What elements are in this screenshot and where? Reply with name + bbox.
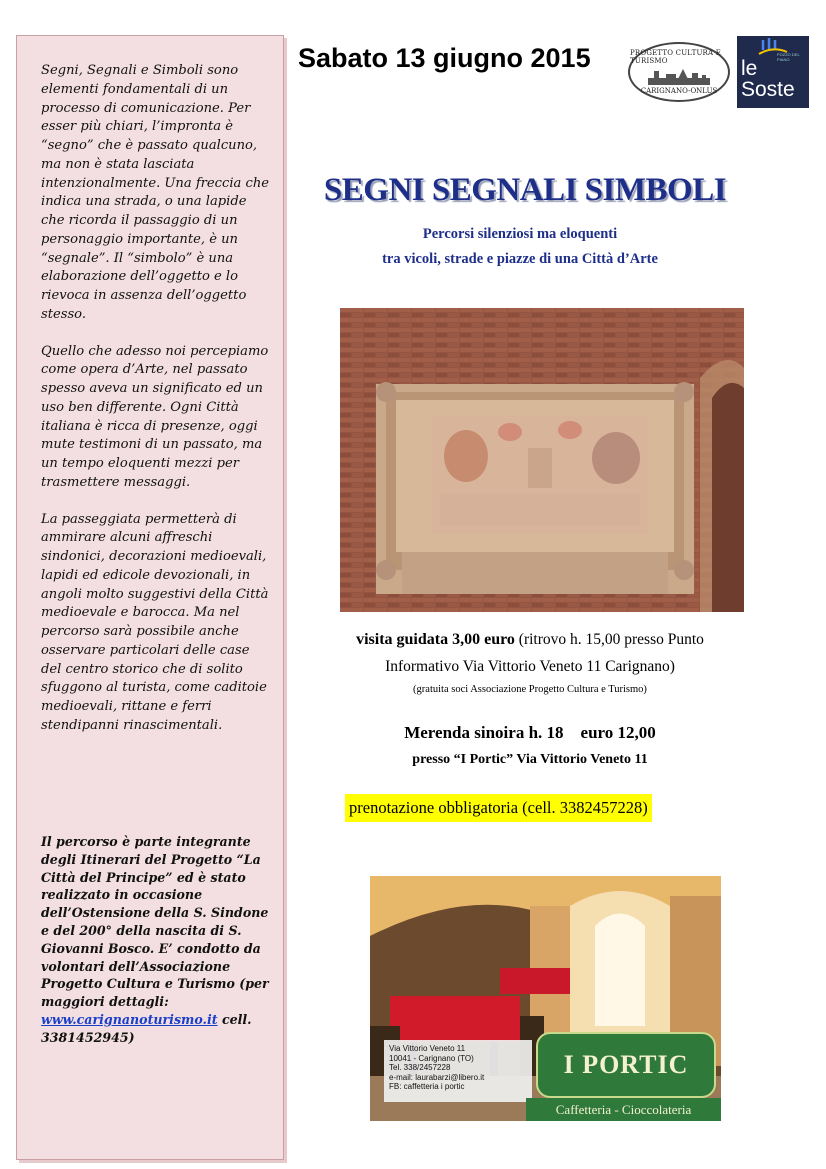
project-note-text: Il percorso è parte integrante degli Itinerari del Progetto “La Città del Principe” ed è stato realizzato in occasione dell’Ostensione della S. Sindone e del 200° della nascita di S. Giovanni Bosco. E’ condotto da volontari dell’Associazione Progetto Cultura e Turismo (per maggiori dettagli: [41,834,269,1010]
soste-small-text: POZZO DEL PIANO [777,52,800,62]
visit-info-line-2: Informativo Via Vittorio Veneto 11 Carignano) [385,658,675,675]
page-title: SEGNI SEGNALI SIMBOLI [323,172,727,208]
progetto-cultura-logo [628,42,730,102]
fresco-plaque-photo [340,308,744,612]
portic-name: I PORTIC [563,1050,689,1079]
soste-le: le [741,57,758,80]
i-portic-ad-photo [370,876,721,1121]
portic-address-2: 10041 - Carignano (TO) [389,1053,474,1063]
portic-address-1: Via Vittorio Veneto 11 [389,1044,466,1053]
soste-wordmark [741,58,805,100]
seal-top-text: PROGETTO CULTURA E TURISMO [630,49,722,65]
sidebar-paragraph-3: La passeggiata permetterà di ammirare alcuni affreschi sindonici, decorazioni medioevali, lapidi ed edicole devozionali, in angoli molto suggestivi della Città medioevale e barocca. Ma nel percorso sarà possibile anche osservare particolari delle case del centro storico che di solito sfuggono al turista, come caditoie medioevali, rittane e ferri stendipanni rinascimentali. [41,511,269,733]
le-soste-logo [737,36,809,108]
event-date: Sabato 13 giugno 2015 [298,43,591,73]
merenda-location: presso “I Portic” Via Vittorio Veneto 11 [412,752,648,767]
merenda-info: Merenda sinoira h. 18 euro 12,00 [404,723,656,742]
website-link[interactable]: www.carignanoturismo.it [41,1011,218,1027]
booking-highlight: prenotazione obbligatoria (cell. 3382457228) [345,794,652,822]
seal-bottom-text: CARIGNANO-ONLUS [640,87,718,95]
visit-meeting: (ritrovo h. 15,00 presso Punto [514,631,704,648]
sidebar-paragraph-2: Quello che adesso noi percepiamo come opera d’Arte, nel passato spesso aveva un significato ed un uso ben differente. Ogni Città italiana è ricca di presenze, oggi mute testimoni di un passato, ma un tempo eloquenti mezzi per trasmettere messaggi. [41,343,269,490]
sidebar-box [16,35,284,1160]
portic-address-5: FB: caffetteria i portic [389,1082,465,1091]
portic-sign [536,1032,716,1098]
sidebar-project-note [41,833,273,1047]
portic-address-3: Tel. 338/2457228 [389,1063,451,1072]
portic-address-4: e-mail: laurabarzi@libero.it [389,1072,485,1082]
soste-soste: Soste [741,78,795,101]
free-for-members: (gratuita soci Associazione Progetto Cultura e Turismo) [413,684,647,695]
subtitle-line-1: Percorsi silenziosi ma eloquenti [422,226,618,242]
subtitle-line-2: tra vicoli, strade e piazze di una Città d’Arte [382,251,658,267]
sidebar-description [41,62,273,754]
portic-address-panel [384,1040,532,1102]
visit-info-line-1 [300,631,760,649]
town-skyline-icon [648,67,710,85]
visit-price: visita guidata 3,00 euro [356,631,515,648]
sidebar-paragraph-1: Segni, Segnali e Simboli sono elementi fondamentali di un processo di comunicazione. Per esser più chiari, l’impronta è “segno” che è passato qualcuno, ma non è stata lasciata intenzionalmente. Una freccia che indica una strada, o una lapide che ricorda il passaggio di un personaggio importante, è un “segnale”. Il “simbolo” è una elaborazione dell’oggetto e lo rievoca in assenza dell’oggetto stesso. [41,63,270,322]
portic-tagline: Caffetteria - Cioccolateria [526,1098,721,1121]
project-phone: cell. 3381452945) [41,1011,252,1045]
